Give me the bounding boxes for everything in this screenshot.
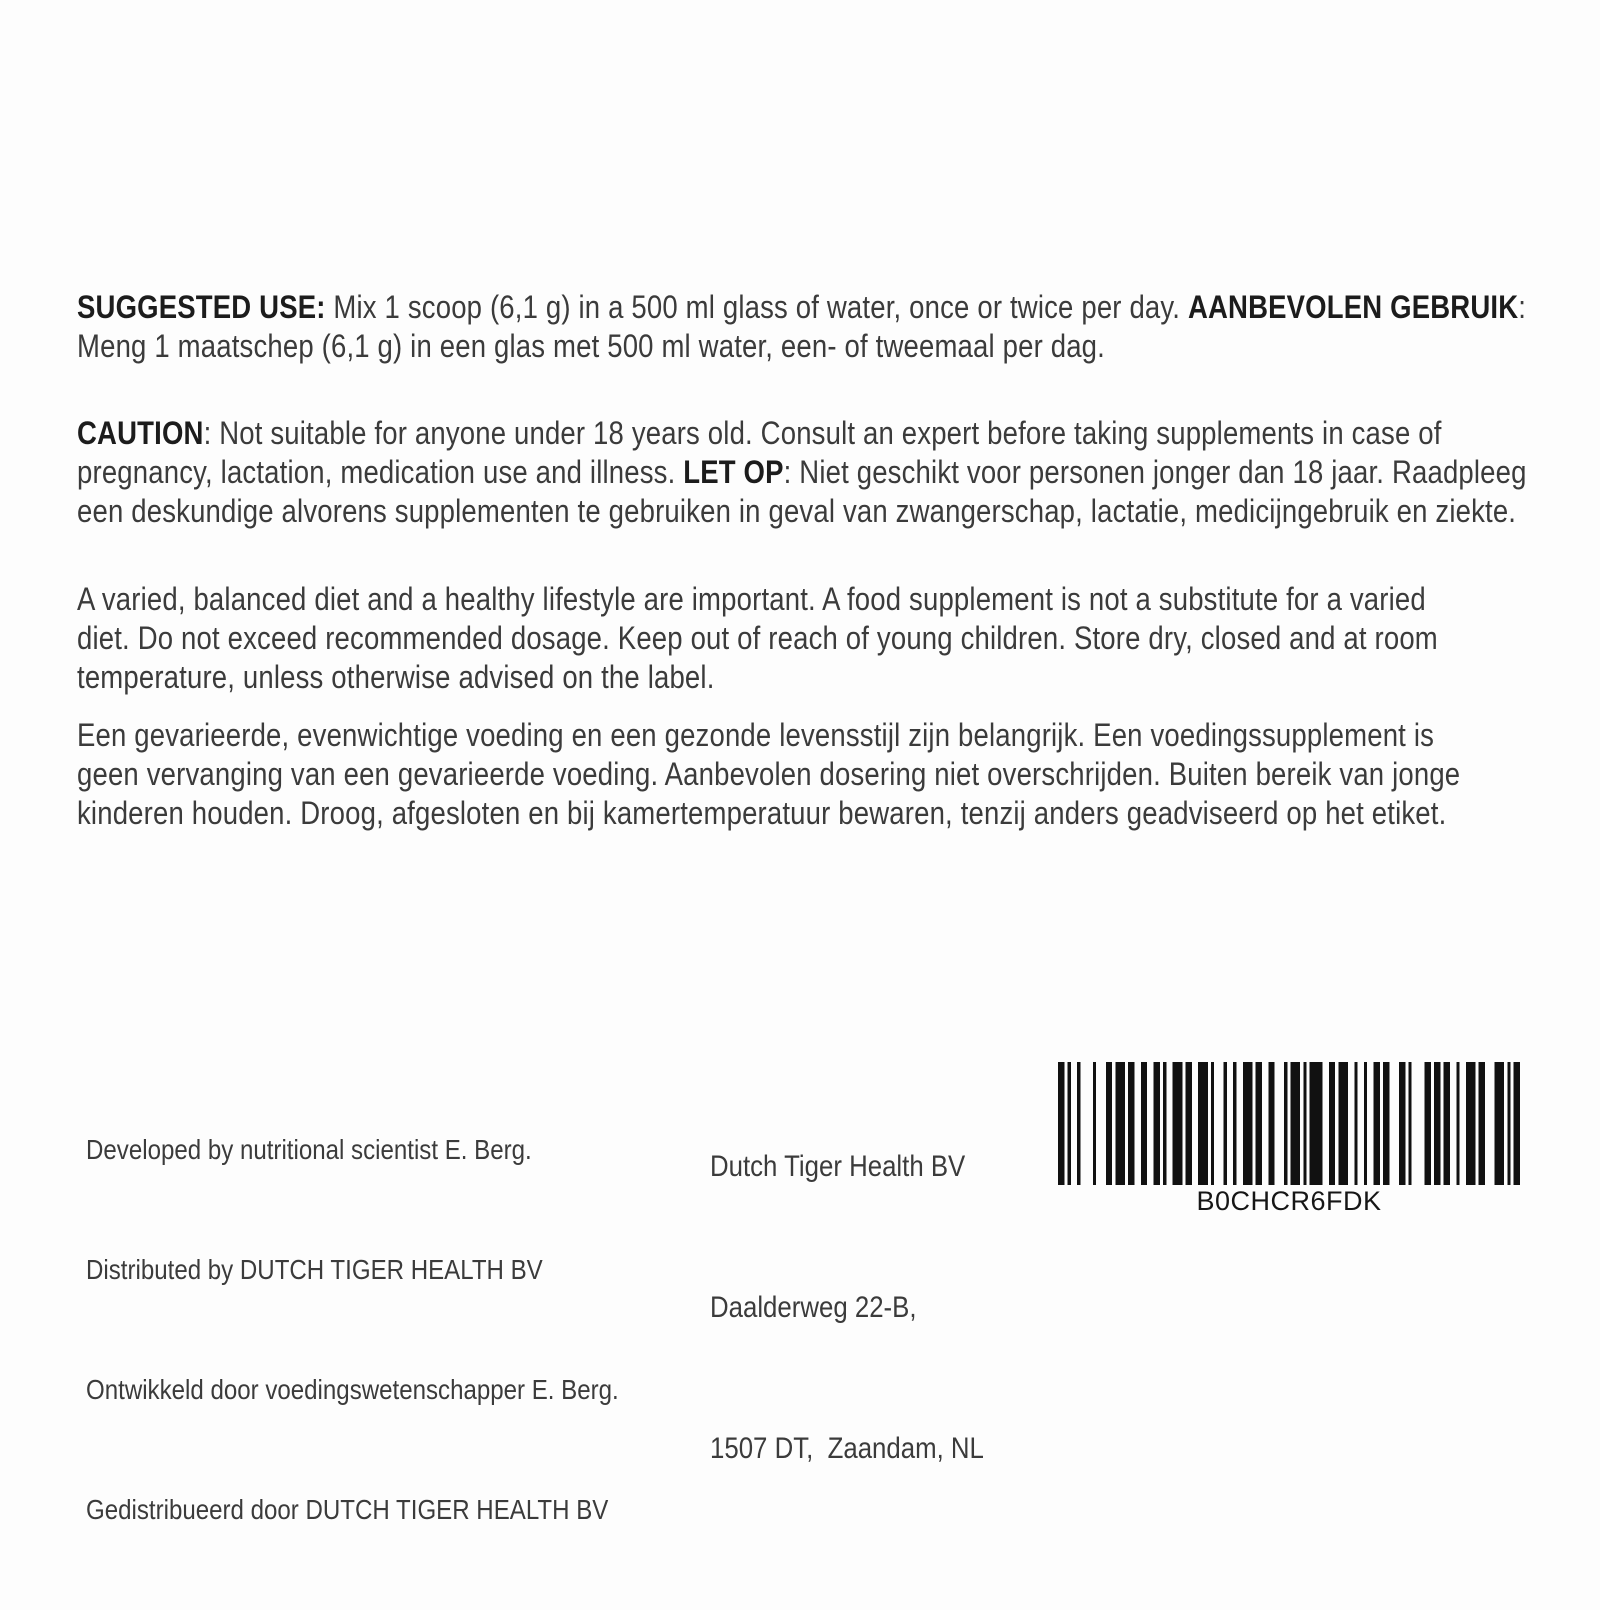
address-company-name: Dutch Tiger Health BV — [710, 1150, 966, 1183]
text-line — [77, 794, 1460, 833]
text-segment: diet. Do not exceed recommended dosage. Keep out of reach of young children. Store dry, closed and at room — [77, 620, 1438, 656]
text-segment: kinderen houden. Droog, afgesloten en bij kamertemperatuur bewaren, tenzij anders geadviseerd op het etiket. — [77, 795, 1447, 831]
address-city: 1507 DT, Zaandam, NL — [710, 1432, 984, 1465]
text-segment: een deskundige alvorens supplementen te gebruiken in geval van zwangerschap, lactatie, medicijngebruik en ziekte. — [77, 493, 1517, 529]
credit-line-developed-nl: Ontwikkeld door voedingswetenschapper E. Berg. — [86, 1374, 619, 1405]
bold-text-segment: SUGGESTED USE: — [77, 289, 326, 325]
bold-text-segment: LET OP — [683, 454, 784, 490]
text-line — [77, 453, 1527, 492]
text-segment: : — [1518, 289, 1527, 325]
text-line — [77, 580, 1438, 619]
credit-line-distributed-nl: Gedistribueerd door DUTCH TIGER HEALTH BV — [86, 1494, 609, 1525]
text-segment: A varied, balanced diet and a healthy lifestyle are important. A food supplement is not a substitute for a varied — [77, 581, 1426, 617]
text-line — [77, 716, 1460, 755]
company-address — [710, 1049, 984, 1566]
paragraph-advice-nl — [77, 716, 1460, 833]
text-line — [77, 658, 1438, 697]
credit-line-developed-en: Developed by nutritional scientist E. Berg. — [86, 1134, 532, 1165]
text-line — [77, 288, 1526, 327]
text-line — [77, 327, 1526, 366]
text-segment: : Not suitable for anyone under 18 years old. Consult an expert before taking supplements in case of — [203, 415, 1442, 451]
credit-line-distributed-en: Distributed by DUTCH TIGER HEALTH BV — [86, 1254, 543, 1285]
barcode-bars — [1058, 1062, 1520, 1185]
text-segment: Meng 1 maatschep (6,1 g) in een glas met 500 ml water, een- of tweemaal per dag. — [77, 328, 1105, 364]
barcode — [1058, 1062, 1520, 1216]
bold-text-segment: CAUTION — [77, 415, 204, 451]
barcode-label: B0CHCR6FDK — [1196, 1186, 1382, 1216]
bold-text-segment: AANBEVOLEN GEBRUIK — [1187, 289, 1519, 325]
text-segment: temperature, unless otherwise advised on the label. — [77, 659, 715, 695]
text-segment: geen vervanging van een gevarieerde voeding. Aanbevolen dosering niet overschrijden. Buiten bereik van jonge — [77, 756, 1461, 792]
text-segment: Mix 1 scoop (6,1 g) in a 500 ml glass of water, once or twice per day. — [325, 289, 1188, 325]
manufacturer-credits — [86, 1050, 619, 1610]
text-line — [77, 755, 1460, 794]
text-segment: Een gevarieerde, evenwichtige voeding en een gezonde levensstijl zijn belangrijk. Een voedingssupplement is — [77, 717, 1435, 753]
address-street: Daalderweg 22-B, — [710, 1291, 917, 1324]
text-segment: : Niet geschikt voor personen jonger dan 18 jaar. Raadpleeg — [783, 454, 1527, 490]
paragraph-caution — [77, 414, 1527, 531]
text-line — [77, 492, 1527, 531]
text-line — [77, 414, 1527, 453]
text-segment: pregnancy, lactation, medication use and illness. — [77, 454, 684, 490]
paragraph-advice-en — [77, 580, 1438, 697]
paragraph-suggested-use — [77, 288, 1526, 366]
text-line — [77, 619, 1438, 658]
